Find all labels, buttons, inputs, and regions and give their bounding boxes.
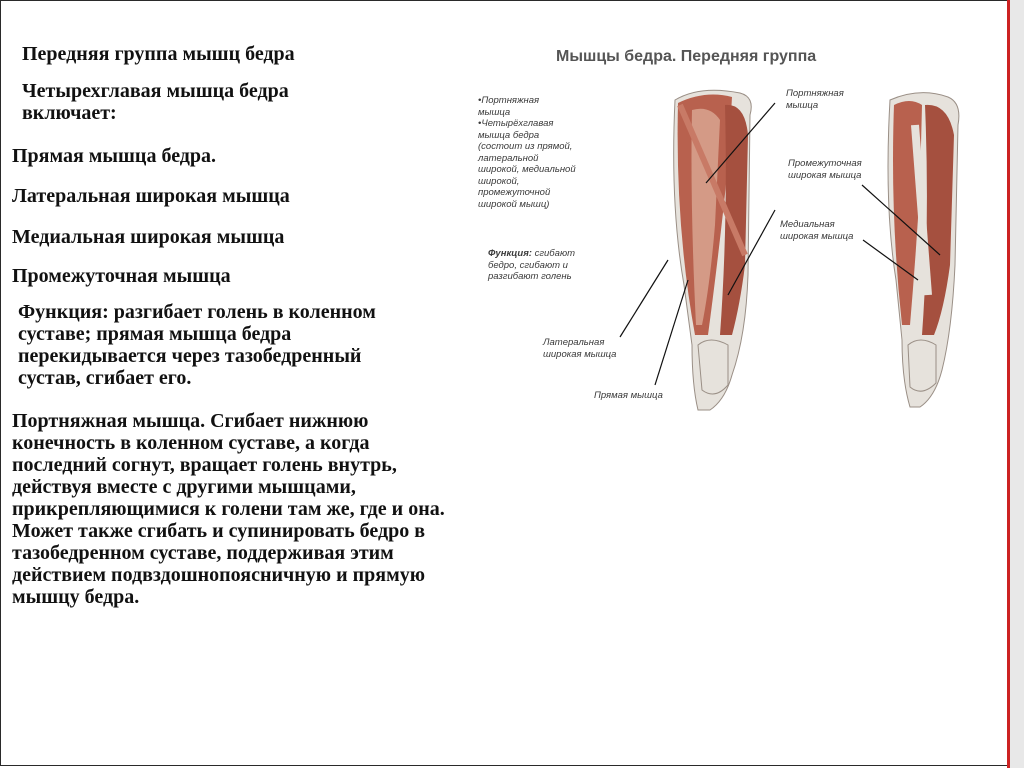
anatomy-figure — [470, 45, 990, 420]
figure-legend-text: •Портняжная мышца •Четырёхглавая мышца бедра (состоит из прямой, латеральной широкой, медиальной широкой, промежуточной широкой мышц) — [478, 95, 576, 210]
label-rectus: Прямая мышца — [594, 390, 663, 401]
quadriceps-intro: Четырехглавая мышца бедра включает: — [22, 80, 289, 124]
label-medial: Медиальная широкая мышца — [780, 219, 854, 242]
right-leg-drawing — [888, 93, 959, 407]
muscle-item-rectus: Прямая мышца бедра. — [12, 145, 217, 167]
muscle-item-lateral: Латеральная широкая мышца — [12, 185, 290, 207]
slide-edge-accent — [1007, 0, 1024, 768]
function-paragraph: Функция: разгибает голень в коленном суставе; прямая мышца бедра перекидывается через тазобедренный сустав, сгибает его. — [18, 301, 376, 389]
function-description: сгибают бедро, сгибают и разгибают голень — [488, 248, 575, 282]
slide-heading: Передняя группа мышц бедра — [22, 43, 295, 65]
sartorius-paragraph: Портняжная мышца. Сгибает нижнюю конечность в коленном суставе, а когда последний согнут, вращает голень внутрь, действуя вместе с другими мышцами, прикрепляющимися к голени там же, где и она. Может также сгибать и супинировать бедро в тазобедренном суставе, поддерживая этим действием подвздошнопоясничную и прямую мышцу бедра. — [12, 410, 445, 608]
muscle-item-medial: Медиальная широкая мышца — [12, 226, 285, 248]
figure-title: Мышцы бедра. Передняя группа — [556, 48, 817, 65]
label-intermediate: Промежуточная широкая мышца — [788, 158, 862, 181]
figure-function-label — [488, 248, 575, 283]
function-word: Функция: — [488, 248, 532, 259]
label-lateral: Латеральная широкая мышца — [543, 337, 617, 360]
left-leg-drawing — [674, 90, 752, 410]
muscle-item-intermediate: Промежуточная мышца — [12, 265, 231, 287]
label-sartorius: Портняжная мышца — [786, 88, 844, 111]
